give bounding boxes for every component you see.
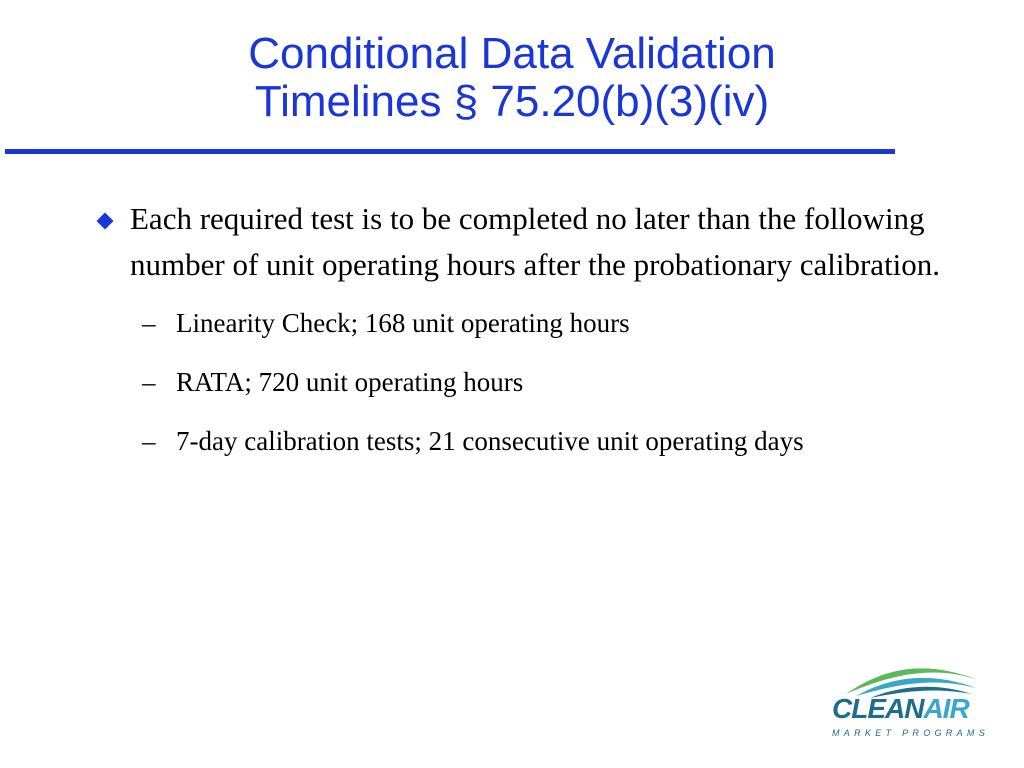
diamond-bullet-icon <box>97 213 114 230</box>
title-line-2: Timelines § 75.20(b)(3)(iv) <box>254 77 770 126</box>
dash-icon: – <box>142 426 156 456</box>
title-line-1: Conditional Data Validation <box>248 29 776 78</box>
sub-bullet-text: 7-day calibration tests; 21 consecutive unit operating days <box>176 426 804 456</box>
slide-title <box>0 30 1024 126</box>
clean-air-markets-logo <box>826 650 990 745</box>
sub-bullet-linearity <box>142 304 916 342</box>
logo-wordmark <box>832 694 969 724</box>
sub-bullet-text: Linearity Check; 168 unit operating hours <box>176 308 630 338</box>
main-bullet <box>96 196 976 288</box>
logo-word-clean: CLEAN <box>832 693 924 724</box>
title-underline <box>5 149 895 154</box>
main-bullet-text: Each required test is to be completed no later than the following number of unit operating hours after the probationary calibration. <box>130 201 941 282</box>
sub-bullet-7-day <box>142 422 916 460</box>
sub-bullet-list <box>96 304 976 460</box>
sub-bullet-rata <box>142 363 916 401</box>
dash-icon: – <box>142 367 156 397</box>
slide-body <box>96 196 976 481</box>
logo-tagline: MARKET PROGRAMS <box>832 728 990 738</box>
sub-bullet-text: RATA; 720 unit operating hours <box>176 367 524 397</box>
logo-word-air: AIR <box>923 693 969 724</box>
dash-icon: – <box>142 308 156 338</box>
